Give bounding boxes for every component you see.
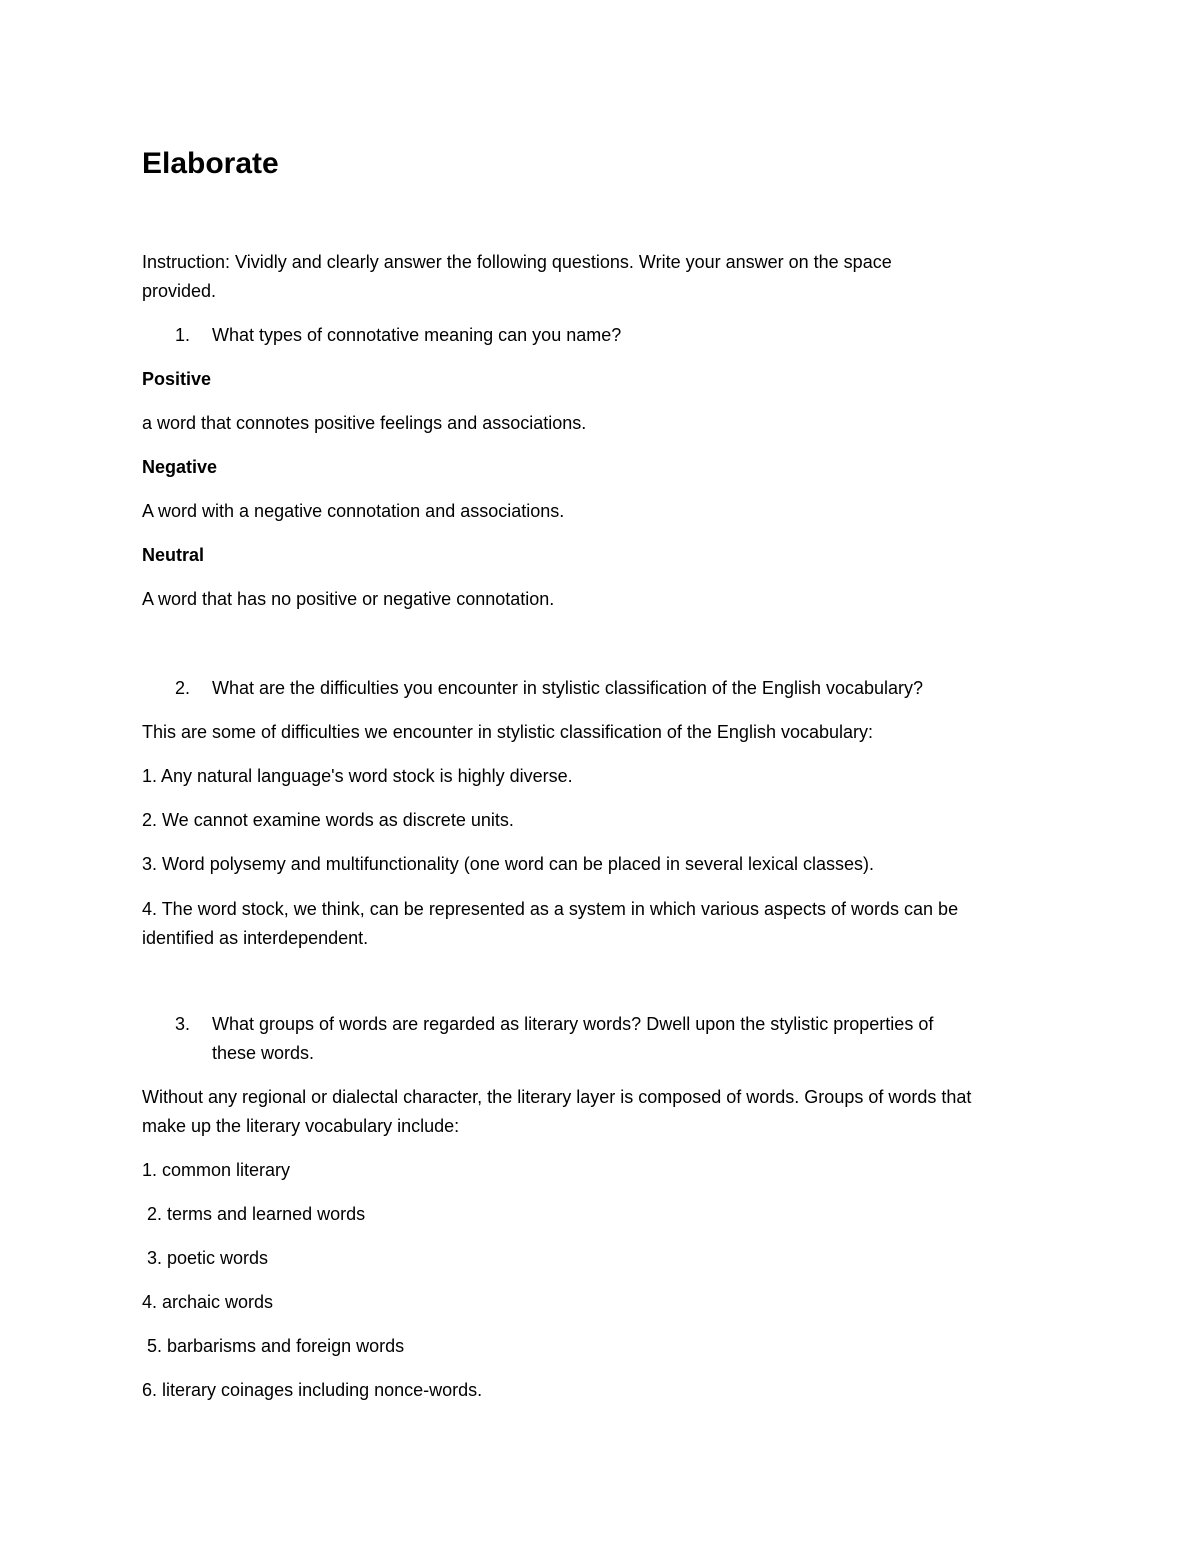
difficulty-item: 4. The word stock, we think, can be represented as a system in which various aspects of words can be: [142, 899, 959, 919]
question-3-intro-line-2: make up the literary vocabulary include:: [142, 1116, 460, 1136]
positive-description: a word that connotes positive feelings and associations.: [142, 413, 587, 433]
difficulty-item-continuation: identified as interdependent.: [142, 928, 369, 948]
question-2-intro: This are some of difficulties we encounter in stylistic classification of the English vocabulary:: [142, 722, 874, 742]
question-1-number: 1.: [175, 325, 191, 345]
question-3-text-line-2: these words.: [212, 1043, 315, 1063]
difficulty-item: 2. We cannot examine words as discrete units.: [142, 810, 514, 830]
literary-group-item: 2. terms and learned words: [142, 1204, 366, 1224]
question-3-number: 3.: [175, 1014, 191, 1034]
positive-heading: Positive: [142, 369, 212, 389]
question-3-intro-line-1: Without any regional or dialectal character, the literary layer is composed of words. Groups of words that: [142, 1087, 972, 1107]
instruction-line-2: provided.: [142, 281, 217, 301]
question-2-number: 2.: [175, 678, 191, 698]
neutral-heading: Neutral: [142, 545, 205, 565]
question-1-text: What types of connotative meaning can you name?: [212, 325, 622, 345]
literary-group-item: 1. common literary: [142, 1160, 291, 1180]
literary-group-item: 4. archaic words: [142, 1292, 274, 1312]
literary-group-item: 3. poetic words: [142, 1248, 269, 1268]
question-2-text: What are the difficulties you encounter in stylistic classification of the English vocabulary?: [212, 678, 924, 698]
instruction-line-1: Instruction: Vividly and clearly answer the following questions. Write your answer on the space: [142, 252, 892, 272]
literary-group-item: 6. literary coinages including nonce-words.: [142, 1380, 483, 1400]
question-3-text-line-1: What groups of words are regarded as literary words? Dwell upon the stylistic properties of: [212, 1014, 934, 1034]
literary-group-item: 5. barbarisms and foreign words: [142, 1336, 405, 1356]
page-title: Elaborate: [142, 147, 279, 180]
negative-heading: Negative: [142, 457, 218, 477]
neutral-description: A word that has no positive or negative connotation.: [142, 589, 555, 609]
difficulty-item: 3. Word polysemy and multifunctionality (one word can be placed in several lexical classes).: [142, 854, 875, 874]
negative-description: A word with a negative connotation and associations.: [142, 501, 565, 521]
difficulty-item: 1. Any natural language's word stock is highly diverse.: [142, 766, 573, 786]
